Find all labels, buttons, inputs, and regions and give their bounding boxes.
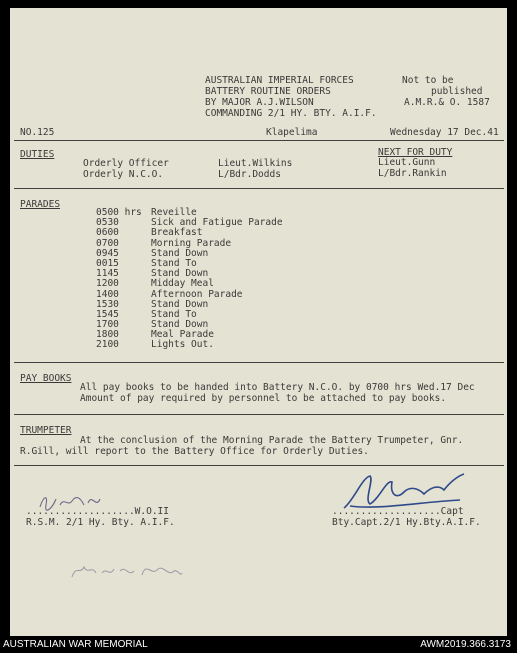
captain-signature-line: ...................Capt xyxy=(332,506,464,517)
schedule-event: Reveille xyxy=(151,207,197,218)
schedule-event: Sick and Fatigue Parade xyxy=(151,217,283,229)
schedule-row xyxy=(96,340,283,350)
rsm-signature-line: ...................W.O.II xyxy=(26,506,169,517)
pay-books-line-1: All pay books to be handed into Battery N.C.O. by 0700 hrs Wed.17 Dec xyxy=(80,382,475,393)
pencil-marking xyxy=(70,555,185,587)
pay-books-heading: PAY BOOKS xyxy=(20,373,72,384)
duty-role: Orderly Officer xyxy=(83,158,169,169)
rule-divider xyxy=(14,362,504,363)
archive-footer xyxy=(0,636,517,653)
next-for-duty-heading: NEXT FOR DUTY xyxy=(378,147,453,158)
rule-divider xyxy=(14,188,504,189)
parade-schedule xyxy=(96,208,283,351)
amr-reference: A.M.R.& O. 1587 xyxy=(404,97,490,108)
schedule-time: 1700 xyxy=(96,319,119,331)
schedule-time: 0945 xyxy=(96,247,119,259)
schedule-event: Stand Down xyxy=(151,298,209,310)
duty-name: L/Bdr.Dodds xyxy=(218,169,281,180)
schedule-time: 1530 xyxy=(96,298,119,310)
rule-divider xyxy=(14,414,504,415)
order-date: Wednesday 17 Dec.41 xyxy=(390,127,499,138)
order-place: Klapelima xyxy=(266,127,318,138)
parades-heading: PARADES xyxy=(20,199,61,210)
schedule-event: Stand To xyxy=(151,257,197,269)
not-to-be-text: Not to be xyxy=(402,75,454,86)
trumpeter-heading: TRUMPETER xyxy=(20,425,72,436)
schedule-time: 0015 xyxy=(96,257,119,269)
trumpeter-line-1: At the conclusion of the Morning Parade the Battery Trumpeter, Gnr. xyxy=(80,435,464,446)
schedule-time: 1400 xyxy=(96,288,119,300)
next-duty-name: Lieut.Gunn xyxy=(378,157,436,168)
schedule-time: 0500 hrs xyxy=(96,207,142,218)
pay-books-line-2: Amount of pay required by personnel to be attached to pay books. xyxy=(80,393,447,404)
schedule-event: Stand Down xyxy=(151,319,209,331)
duty-name: Lieut.Wilkins xyxy=(218,158,293,169)
schedule-event: Midday Meal xyxy=(151,278,214,290)
order-number: NO.125 xyxy=(20,127,55,138)
header-line-2: BATTERY ROUTINE ORDERS xyxy=(205,86,331,97)
schedule-event: Lights Out. xyxy=(151,339,214,351)
footer-accession-number: AWM2019.366.3173 xyxy=(420,639,511,650)
rsm-title: R.S.M. 2/1 Hy. Bty. A.I.F. xyxy=(26,517,175,528)
rule-divider xyxy=(14,465,504,466)
schedule-event: Meal Parade xyxy=(151,329,214,341)
captain-title: Bty.Capt.2/1 Hy.Bty.A.I.F. xyxy=(332,517,481,528)
header-line-3: BY MAJOR A.J.WILSON xyxy=(205,97,314,108)
footer-institution: AUSTRALIAN WAR MEMORIAL xyxy=(3,639,148,650)
schedule-time: 1145 xyxy=(96,268,119,280)
duties-heading: DUTIES xyxy=(20,149,55,160)
published-text: published xyxy=(431,86,483,97)
schedule-time: 1200 xyxy=(96,278,119,290)
schedule-event: Morning Parade xyxy=(151,237,232,249)
schedule-event: Afternoon Parade xyxy=(151,288,243,300)
trumpeter-line-2: R.Gill, will report to the Battery Office for Orderly Duties. xyxy=(20,446,369,457)
rule-divider xyxy=(14,140,504,141)
schedule-time: 0700 xyxy=(96,237,119,249)
header-line-1: AUSTRALIAN IMPERIAL FORCES xyxy=(205,75,354,86)
schedule-event: Breakfast xyxy=(151,227,203,239)
schedule-time: 0600 xyxy=(96,227,119,239)
schedule-time: 1800 xyxy=(96,329,119,341)
schedule-event: Stand Down xyxy=(151,247,209,259)
header-line-4: COMMANDING 2/1 HY. BTY. A.I.F. xyxy=(205,108,377,119)
next-duty-name: L/Bdr.Rankin xyxy=(378,168,447,179)
schedule-time: 2100 xyxy=(96,339,119,351)
schedule-time: 1545 xyxy=(96,308,119,320)
schedule-time: 0530 xyxy=(96,217,119,229)
schedule-event: Stand To xyxy=(151,308,197,320)
schedule-event: Stand Down xyxy=(151,268,209,280)
duty-role: Orderly N.C.O. xyxy=(83,169,164,180)
